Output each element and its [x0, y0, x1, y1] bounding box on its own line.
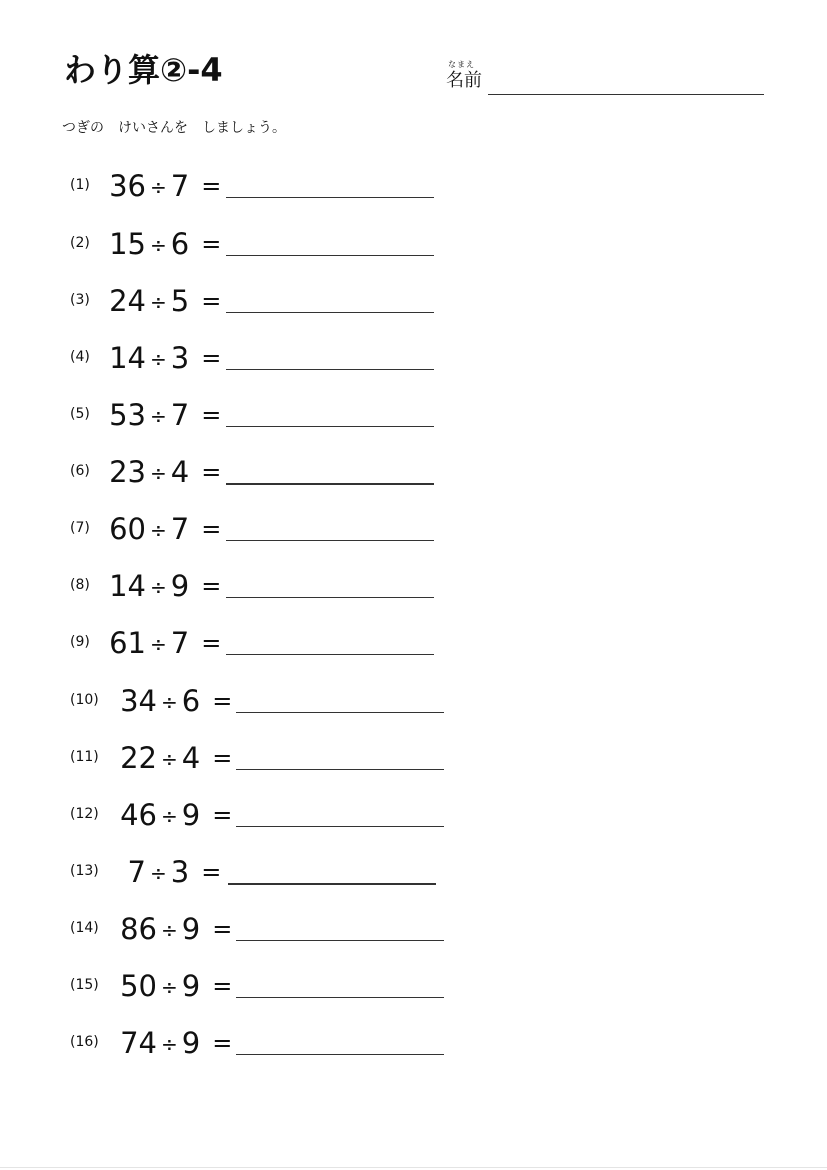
equals-sign: = — [201, 287, 222, 315]
division-sign: ÷ — [150, 461, 167, 485]
division-expression — [119, 738, 232, 778]
divisor: 5 — [170, 284, 190, 318]
equals-sign: = — [201, 344, 222, 372]
dividend: 60 — [109, 512, 146, 546]
answer-line[interactable] — [226, 654, 434, 655]
divisor: 7 — [170, 512, 190, 546]
problem-number: (10) — [70, 692, 99, 708]
divisor: 4 — [181, 741, 201, 775]
divisor: 7 — [170, 398, 190, 432]
dividend: 14 — [109, 341, 146, 375]
divisor: 9 — [181, 912, 201, 946]
equals-sign: = — [201, 858, 222, 886]
page-bottom-edge — [0, 1167, 827, 1168]
division-expression — [108, 852, 221, 892]
problem-number: (14) — [70, 920, 99, 936]
dividend: 53 — [109, 398, 146, 432]
name-field-area — [446, 60, 766, 100]
division-expression — [119, 1023, 232, 1063]
divisor: 4 — [170, 455, 190, 489]
answer-line[interactable] — [228, 883, 436, 885]
division-sign: ÷ — [150, 404, 167, 428]
answer-line[interactable] — [236, 769, 444, 770]
division-expression — [108, 281, 221, 321]
dividend: 46 — [120, 798, 157, 832]
equals-sign: = — [201, 458, 222, 486]
divisor: 9 — [181, 1026, 201, 1060]
dividend: 22 — [120, 741, 157, 775]
problem-number: (16) — [70, 1034, 99, 1050]
dividend: 24 — [109, 284, 146, 318]
divisor: 9 — [170, 569, 190, 603]
division-expression — [108, 623, 221, 663]
answer-line[interactable] — [236, 1054, 444, 1055]
problem-number: (9) — [70, 634, 90, 650]
answer-line[interactable] — [226, 483, 434, 485]
equals-sign: = — [212, 801, 233, 829]
equals-sign: = — [201, 515, 222, 543]
answer-line[interactable] — [226, 197, 434, 198]
division-sign: ÷ — [150, 175, 167, 199]
division-expression — [108, 566, 221, 606]
equals-sign: = — [212, 744, 233, 772]
problem-number: (7) — [70, 520, 90, 536]
division-expression — [108, 338, 221, 378]
division-sign: ÷ — [150, 347, 167, 371]
answer-line[interactable] — [236, 712, 444, 713]
dividend: 14 — [109, 569, 146, 603]
division-sign: ÷ — [161, 690, 178, 714]
division-sign: ÷ — [150, 575, 167, 599]
answer-line[interactable] — [226, 540, 434, 541]
equals-sign: = — [201, 172, 222, 200]
divisor: 7 — [170, 169, 190, 203]
dividend: 7 — [127, 855, 146, 889]
division-sign: ÷ — [150, 233, 167, 257]
equals-sign: = — [212, 915, 233, 943]
problem-number: (15) — [70, 977, 99, 993]
name-write-line[interactable] — [488, 94, 764, 95]
division-sign: ÷ — [161, 1032, 178, 1056]
equals-sign: = — [201, 629, 222, 657]
dividend: 61 — [109, 626, 146, 660]
division-expression — [119, 909, 232, 949]
answer-line[interactable] — [226, 255, 434, 256]
problem-number: (4) — [70, 349, 90, 365]
divisor: 6 — [181, 684, 201, 718]
divisor: 3 — [170, 855, 190, 889]
division-expression — [108, 452, 221, 492]
name-ruby: なまえ — [448, 60, 475, 69]
division-sign: ÷ — [161, 918, 178, 942]
dividend: 23 — [109, 455, 146, 489]
division-expression — [108, 395, 221, 435]
problem-number: (1) — [70, 177, 90, 193]
answer-line[interactable] — [226, 312, 434, 313]
division-expression — [108, 509, 221, 549]
worksheet-title: わり算②-4 — [64, 51, 223, 89]
division-sign: ÷ — [150, 518, 167, 542]
equals-sign: = — [201, 230, 222, 258]
dividend: 15 — [109, 227, 146, 261]
problem-number: (8) — [70, 577, 90, 593]
dividend: 86 — [120, 912, 157, 946]
dividend: 36 — [109, 169, 146, 203]
answer-line[interactable] — [226, 426, 434, 427]
answer-line[interactable] — [226, 597, 434, 598]
dividend: 34 — [120, 684, 157, 718]
dividend: 74 — [120, 1026, 157, 1060]
answer-line[interactable] — [236, 940, 444, 941]
division-sign: ÷ — [150, 290, 167, 314]
division-sign: ÷ — [161, 804, 178, 828]
division-sign: ÷ — [161, 747, 178, 771]
problem-number: (2) — [70, 235, 90, 251]
divisor: 9 — [181, 798, 201, 832]
dividend: 50 — [120, 969, 157, 1003]
problem-number: (11) — [70, 749, 99, 765]
division-expression — [119, 795, 232, 835]
division-sign: ÷ — [150, 632, 167, 656]
name-label: 名前 — [446, 70, 482, 91]
division-sign: ÷ — [161, 975, 178, 999]
problem-number: (6) — [70, 463, 90, 479]
equals-sign: = — [212, 687, 233, 715]
division-expression — [108, 166, 221, 206]
divisor: 3 — [170, 341, 190, 375]
divisor: 9 — [181, 969, 201, 1003]
instruction-text: つぎの けいさんを しましょう。 — [62, 120, 286, 136]
answer-line[interactable] — [226, 369, 434, 370]
division-sign: ÷ — [150, 861, 167, 885]
problem-number: (5) — [70, 406, 90, 422]
answer-line[interactable] — [236, 997, 444, 998]
problem-number: (12) — [70, 806, 99, 822]
answer-line[interactable] — [236, 826, 444, 827]
divisor: 7 — [170, 626, 190, 660]
equals-sign: = — [201, 572, 222, 600]
division-expression — [119, 966, 232, 1006]
division-expression — [119, 681, 232, 721]
division-expression — [108, 224, 221, 264]
equals-sign: = — [212, 972, 233, 1000]
problem-number: (3) — [70, 292, 90, 308]
equals-sign: = — [201, 401, 222, 429]
equals-sign: = — [212, 1029, 233, 1057]
divisor: 6 — [170, 227, 190, 261]
problem-number: (13) — [70, 863, 99, 879]
